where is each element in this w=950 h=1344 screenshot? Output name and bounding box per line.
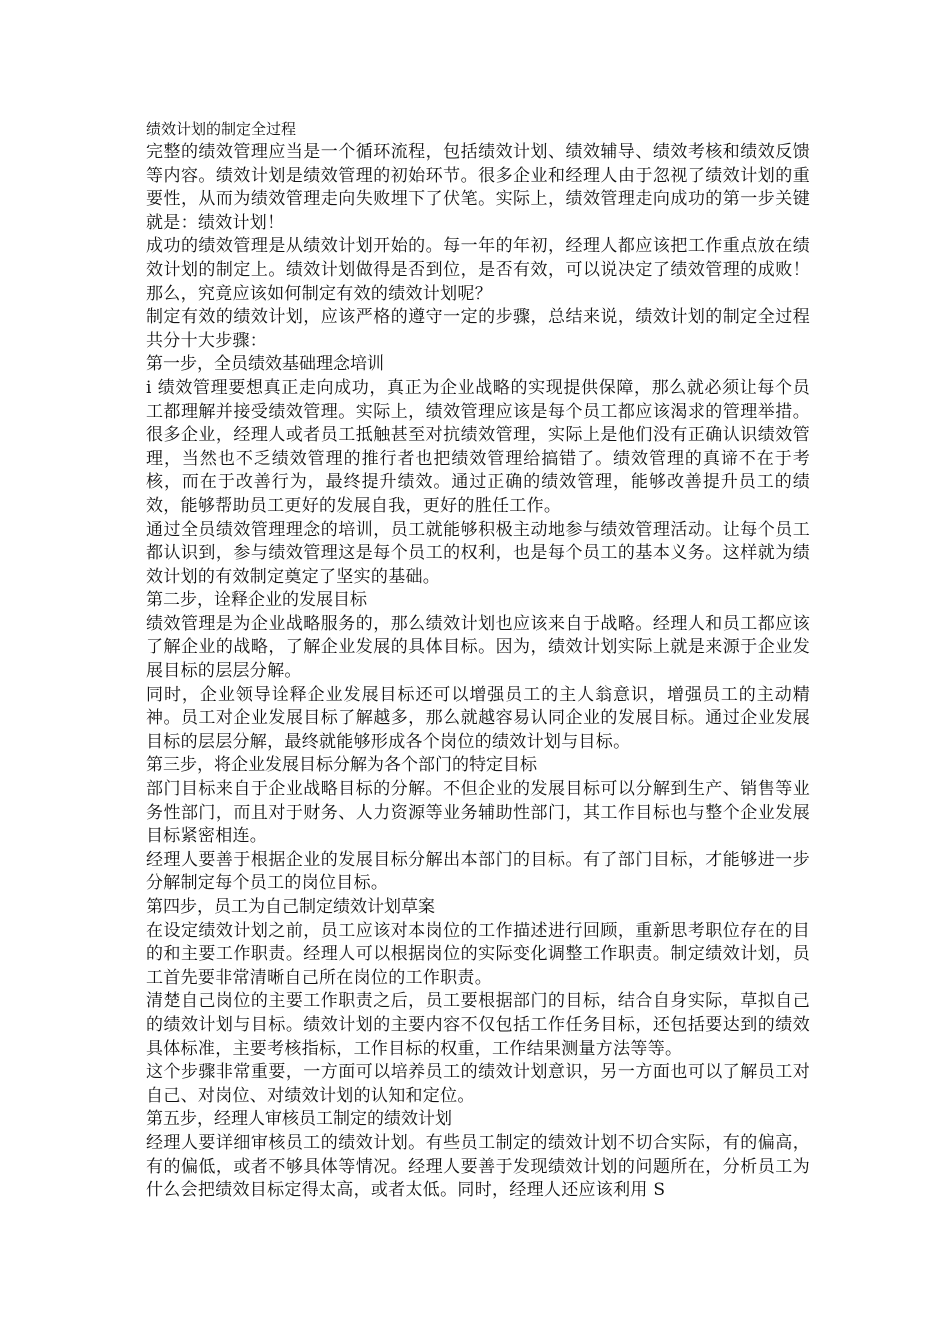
paragraph-steps-overview: 制定有效的绩效计划，应该严格的遵守一定的步骤，总结来说，绩效计划的制定全过程共分十大步骤： xyxy=(146,307,810,351)
paragraph: 通过全员绩效管理理念的培训，员工就能够积极主动地参与绩效管理活动。让每个员工都认识到，参与绩效管理这是每个员工的权利，也是每个员工的基本义务。这样就为绩效计划的有效制定奠定了坚实的基础。 xyxy=(146,519,810,587)
paragraph-intro: 完整的绩效管理应当是一个循环流程，包括绩效计划、绩效辅导、绩效考核和绩效反馈等内容。绩效计划是绩效管理的初始环节。很多企业和经理人由于忽视了绩效计划的重要性，从而为绩效管理走向失败埋下了伏笔。实际上，绩效管理走向成功的第一步关键就是：绩效计划！ xyxy=(146,142,810,233)
paragraph: 同时，企业领导诠释企业发展目标还可以增强员工的主人翁意识，增强员工的主动精神。员工对企业发展目标了解越多，那么就越容易认同企业的发展目标。通过企业发展目标的层层分解，最终就能够形成各个岗位的绩效计划与目标。 xyxy=(146,684,810,752)
paragraph: 经理人要详细审核员工的绩效计划。有些员工制定的绩效计划不切合实际，有的偏高，有的偏低，或者不够具体等情况。经理人要善于发现绩效计划的问题所在，分析员工为什么会把绩效目标定得太高，或者太低。同时，经理人还应该利用 S xyxy=(146,1132,810,1201)
step-heading-2: 第二步，诠释企业的发展目标 xyxy=(146,590,367,611)
paragraph-success: 成功的绩效管理是从绩效计划开始的。每一年的年初，经理人都应该把工作重点放在绩效计划的制定上。绩效计划做得是否到位，是否有效，可以说决定了绩效管理的成败！那么，究竟应该如何制定有效的绩效计划呢？ xyxy=(146,236,810,304)
paragraph: i 绩效管理要想真正走向成功，真正为企业战略的实现提供保障，那么就必须让每个员工都理解并接受绩效管理。实际上，绩效管理应该是每个员工都应该渴求的管理举措。很多企业，经理人或者员工抵触甚至对抗绩效管理，实际上是他们没有正确认识绩效管理，当然也不乏绩效管理的推行者也把绩效管理给搞错了。绩效管理的真谛不在于考核，而在于改善行为，最终提升绩效。通过正确的绩效管理，能够改善提升员工的绩效，能够帮助员工更好的发展自我，更好的胜任工作。 xyxy=(146,377,810,516)
step-heading-1: 第一步，全员绩效基础理念培训 xyxy=(146,354,384,375)
step-heading-3: 第三步，将企业发展目标分解为各个部门的特定目标 xyxy=(146,755,537,776)
paragraph: 部门目标来自于企业战略目标的分解。不但企业的发展目标可以分解到生产、销售等业务性部门，而且对于财务、人力资源等业务辅助性部门，其工作目标也与整个企业发展目标紧密相连。 xyxy=(146,779,810,847)
step-heading-4: 第四步，员工为自己制定绩效计划草案 xyxy=(146,897,435,917)
paragraph: 在设定绩效计划之前，员工应该对本岗位的工作描述进行回顾，重新思考职位存在的目的和主要工作职责。经理人可以根据岗位的实际变化调整工作职责。制定绩效计划，员工首先要非常清晰自己所在岗位的工作职责。 xyxy=(146,920,810,988)
document-page xyxy=(146,118,810,1203)
paragraph: 这个步骤非常重要，一方面可以培养员工的绩效计划意识，另一方面也可以了解员工对自己、对岗位、对绩效计划的认知和定位。 xyxy=(146,1062,810,1106)
paragraph: 经理人要善于根据企业的发展目标分解出本部门的目标。有了部门目标，才能够进一步分解制定每个员工的岗位目标。 xyxy=(146,849,810,894)
document-title: 绩效计划的制定全过程 xyxy=(146,120,297,138)
paragraph: 绩效管理是为企业战略服务的，那么绩效计划也应该来自于战略。经理人和员工都应该了解企业的战略，了解企业发展的具体目标。因为，绩效计划实际上就是来源于企业发展目标的层层分解。 xyxy=(146,613,810,682)
step-heading-5: 第五步，经理人审核员工制定的绩效计划 xyxy=(146,1109,452,1130)
paragraph: 清楚自己岗位的主要工作职责之后，员工要根据部门的目标，结合自身实际，草拟自己的绩效计划与目标。绩效计划的主要内容不仅包括工作任务目标，还包括要达到的绩效具体标准，主要考核指标，工作目标的权重，工作结果测量方法等等。 xyxy=(146,991,810,1059)
